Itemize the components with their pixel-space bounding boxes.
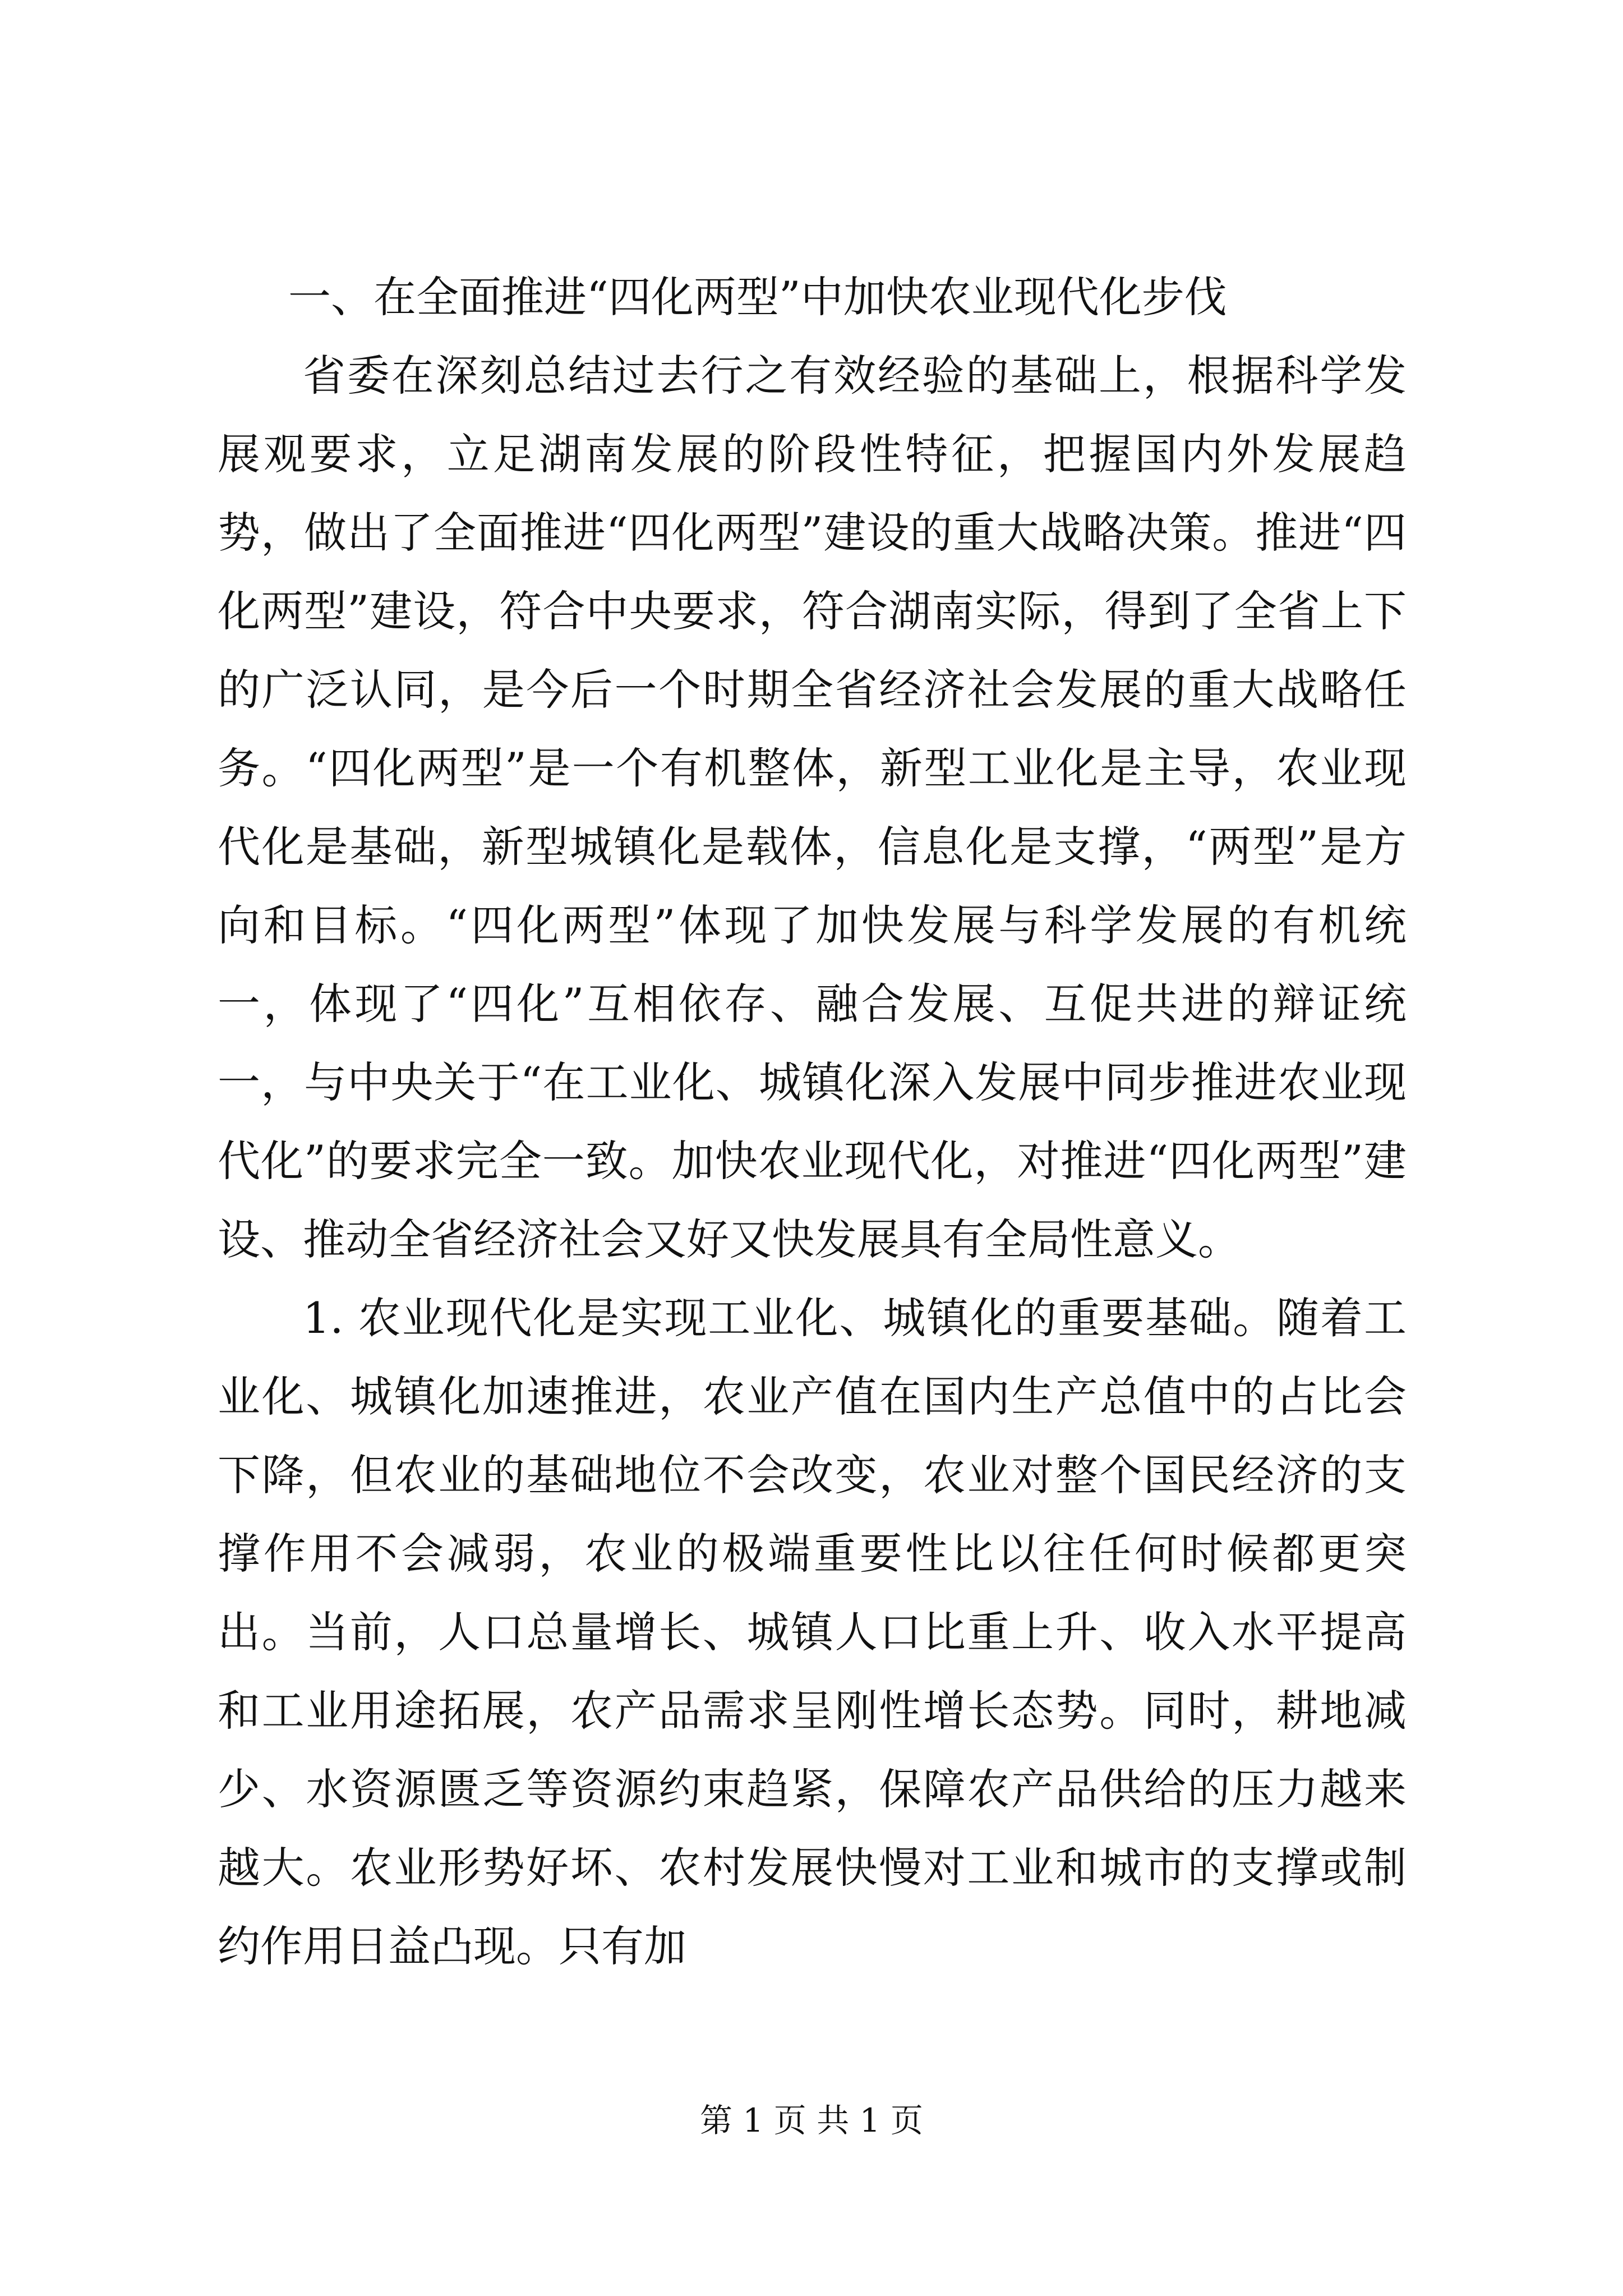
paragraph-intro: 省委在深刻总结过去行之有效经验的基础上，根据科学发展观要求，立足湖南发展的阶段性特征，把握国内外发展趋势，做出了全面推进“四化两型”建设的重大战略决策。推进“四化两型”建设，符合中央要求，符合湖南实际，得到了全省上下的广泛认同，是今后一个时期全省经济社会发展的重大战略任务。“四化两型”是一个有机整体，新型工业化是主导，农业现代化是基础，新型城镇化是载体，信息化是支撑，“两型”是方向和目标。“四化两型”体现了加快发展与科学发展的有机统一，体现了“四化”互相依存、融合发展、互促共进的辩证统一，与中央关于“在工业化、城镇化深入发展中同步推进农业现代化”的要求完全一致。加快农业现代化，对推进“四化两型”建设、推动全省经济社会又好又快发展具有全局性意义。 [218, 351, 1407, 1264]
paragraph-point-1: 1. 农业现代化是实现工业化、城镇化的重要基础。随着工业化、城镇化加速推进，农业产值在国内生产总值中的占比会下降，但农业的基础地位不会改变，农业对整个国民经济的支撑作用不会减弱，农业的极端重要性比以往任何时候都更突出。当前，人口总量增长、城镇人口比重上升、收入水平提高和工业用途拓展，农产品需求呈刚性增长态势。同时，耕地减少、水资源匮乏等资源约束趋紧，保障农产品供给的压力越来越大。农业形势好坏、农村发展快慢对工业和城市的支撑或制约作用日益凸现。只有加 [218, 1293, 1407, 1971]
section-heading: 一、在全面推进“四化两型”中加快农业现代化步伐 [288, 272, 1227, 322]
page-footer: 第 1 页 共 1 页 [700, 2101, 923, 2139]
document-body [218, 258, 1407, 1986]
